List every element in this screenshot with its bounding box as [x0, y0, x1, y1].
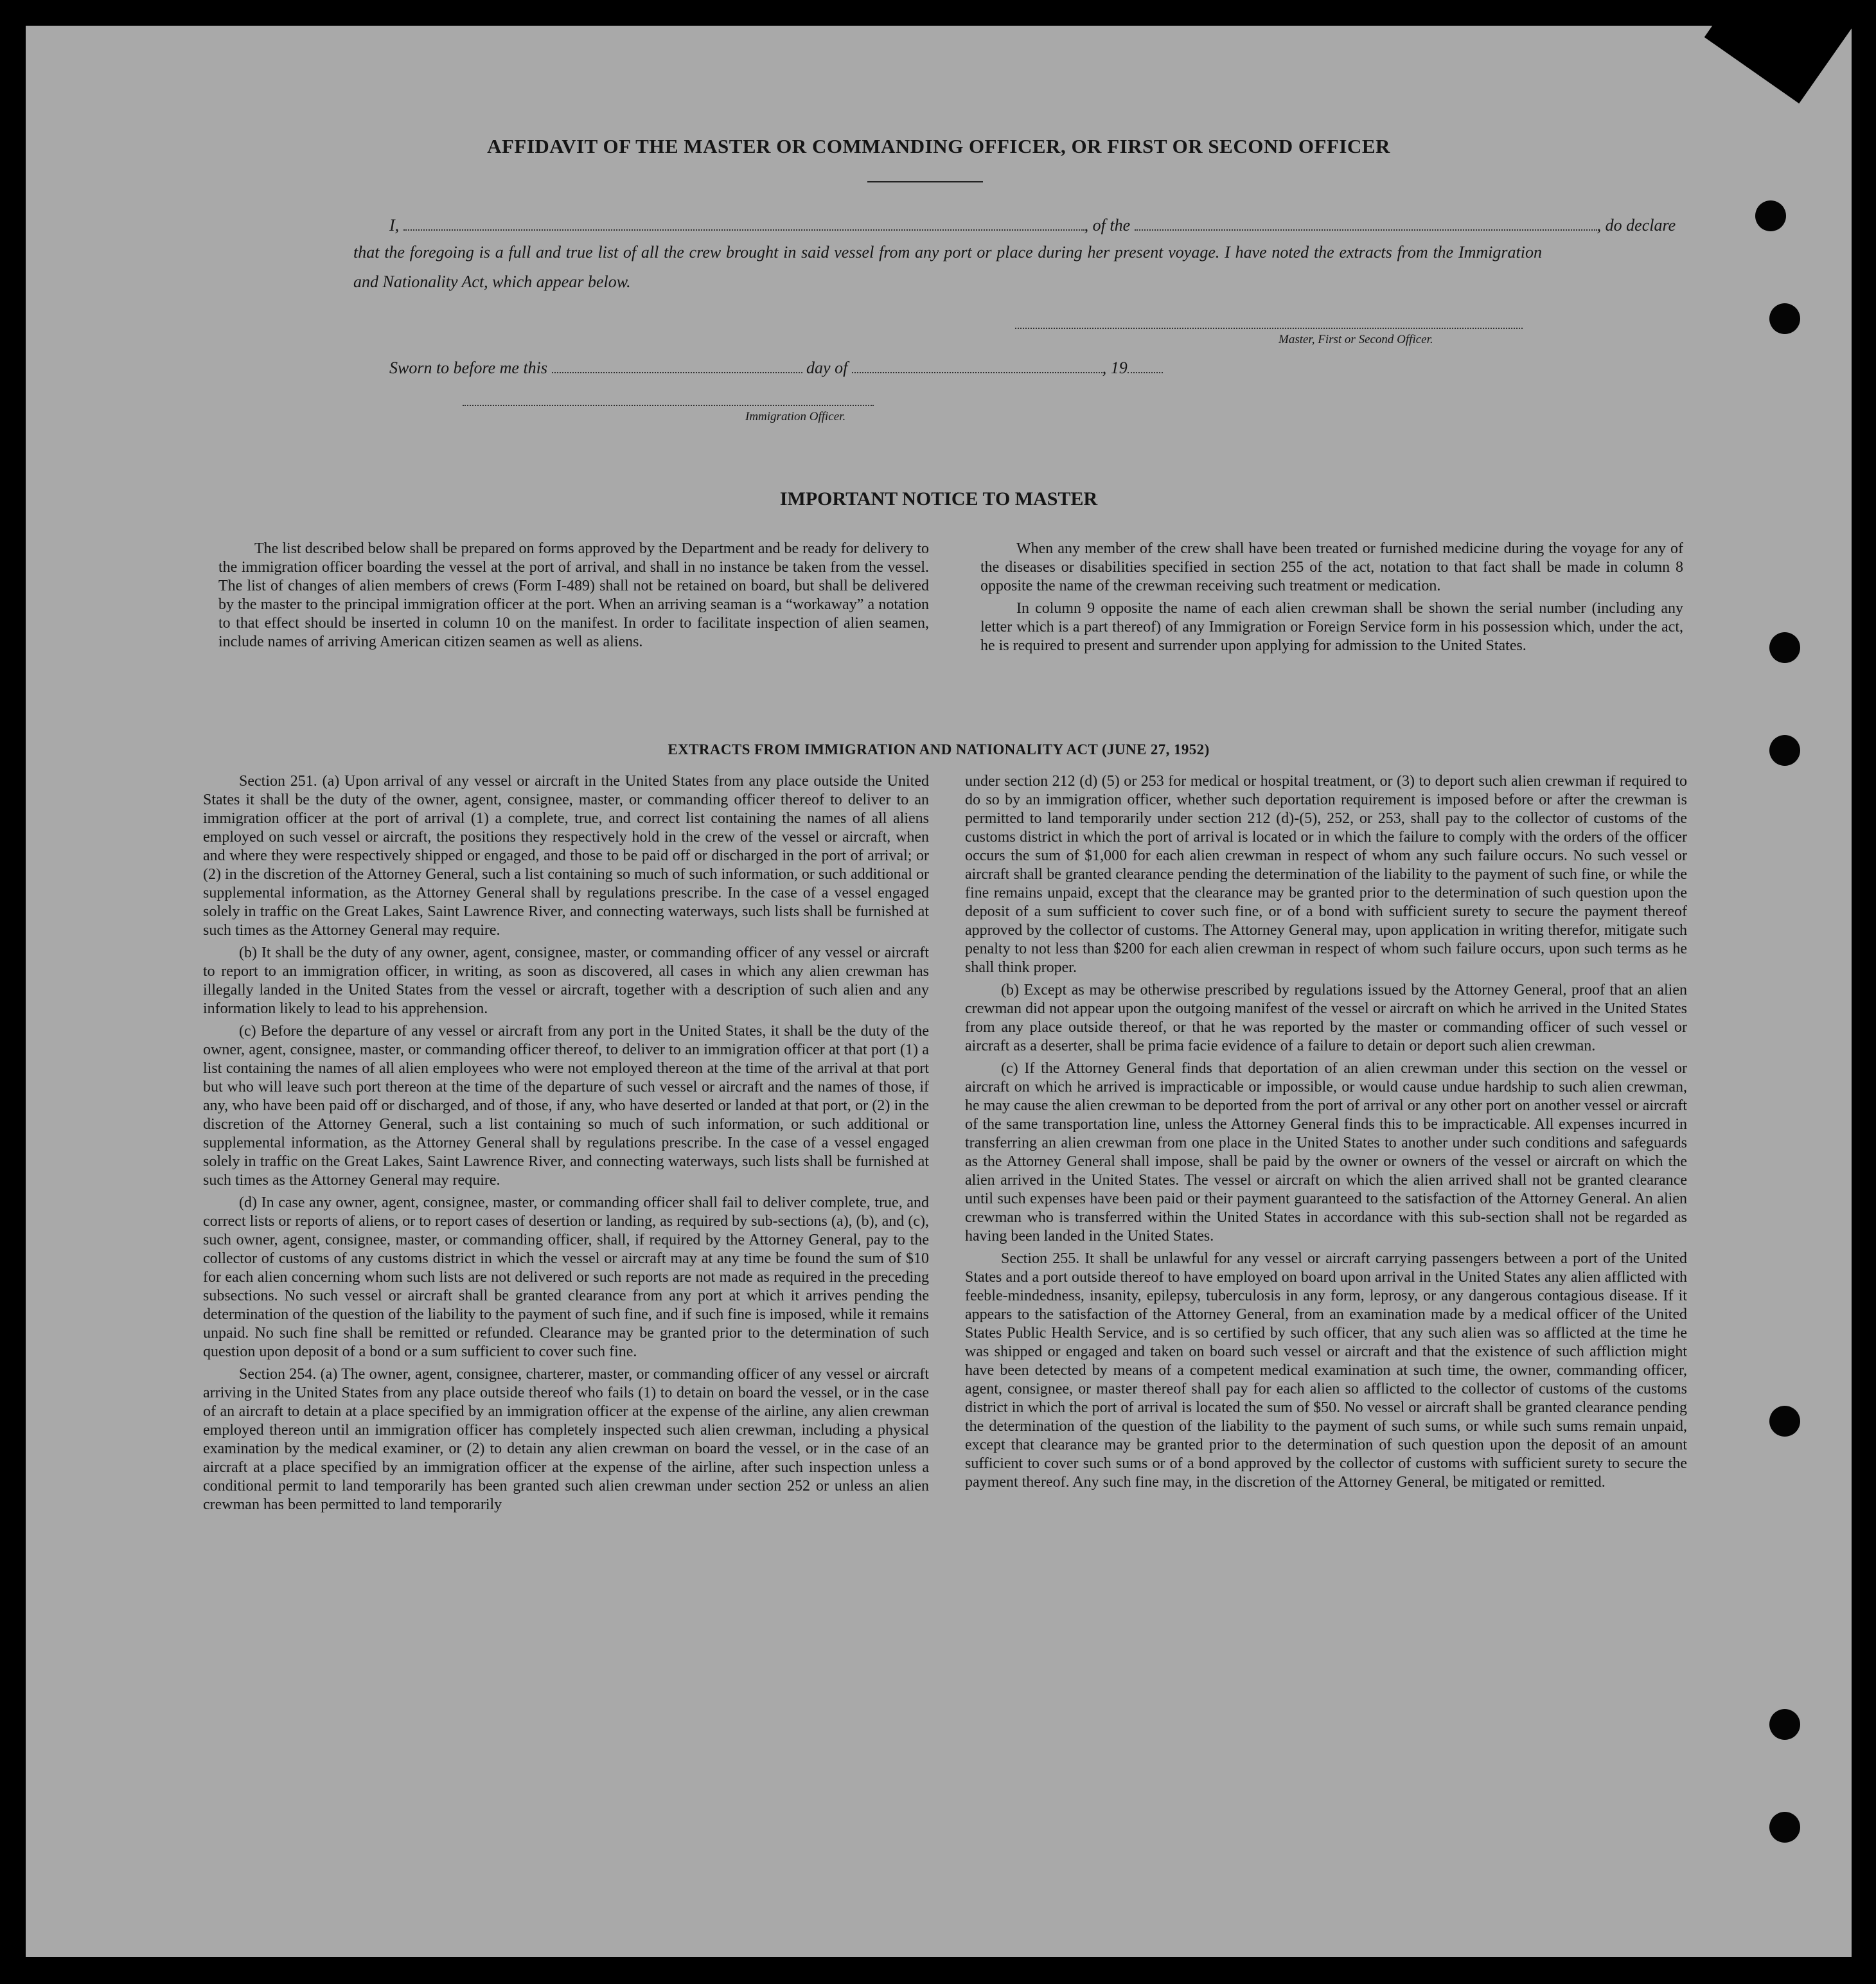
- master-signature-line: [1015, 328, 1523, 329]
- affidavit-title: AFFIDAVIT OF THE MASTER OR COMMANDING OFFICER, OR FIRST OR SECOND OFFICER: [487, 135, 1390, 157]
- notice-title: IMPORTANT NOTICE TO MASTER: [779, 488, 1098, 509]
- act-section: (b) It shall be the duty of any owner, agent, consignee, master, or commanding officer of any vessel or aircraft to report to an immigration officer, in writing, as soon as discovered, all cases in which any alien crewman has illegally landed in the United States from the vessel or aircraft, together with a description of such alien and any information likely to lead to his apprehension.: [203, 944, 929, 1017]
- notice-paragraph: The list described below shall be prepared on forms approved by the Department and be ready for delivery to the immigration officer boarding the vessel at the port of arrival, and shall in no instance be taken from the vessel. The list of changes of alien members of crews (Form I-489) shall not be retained on board, but shall be delivered by the master to the principal immigration officer at the port. When an arriving seaman is a “workaway” a notation to that effect should be inserted in column 10 on the manifest. In order to facilitate inspection of alien seamen, include names of arriving American citizen seamen as well as aliens.: [218, 540, 929, 650]
- binder-hole: [1769, 1709, 1800, 1740]
- binder-hole: [1755, 200, 1786, 231]
- notice-left-column: [218, 540, 929, 655]
- notice-paragraph: In column 9 opposite the name of each alien crewman shall be shown the serial number (including any letter which is a part thereof) of any Immigration or Foreign Service form in his possession which, under the act, he is required to present and surrender upon applying for admission to the United States.: [980, 600, 1683, 654]
- declaration-i: I,: [389, 216, 400, 235]
- extracts-left-column: [203, 772, 929, 1518]
- master-signature-label: Master, First or Second Officer.: [1279, 333, 1433, 346]
- notice-right-column: [980, 540, 1683, 659]
- act-section: Section 255. It shall be unlawful for any vessel or aircraft carrying passengers between a port of the United States and a port outside thereof to have employed on board upon arrival in the United States any alien afflicted with feeble-mindedness, insanity, epilepsy, tuberculosis in any form, leprosy, or any dangerous contagious disease. If it appears to the satisfaction of the Attorney General, from an examination made by a medical officer of the United States Public Health Service, and is so certified by such officer, that any such alien was so afflicted at the time he was shipped or engaged and taken on board such vessel or aircraft and that the existence of such affliction might have been detected by means of a competent medical examination at such time, the owner, commanding officer, agent, consignee, or master thereof shall pay for each alien so afflicted to the collector of customs of the customs district in which the port of arrival is located the sum of $50. No vessel or aircraft shall be granted clearance pending the determination of the question of the liability to the payment of such sums, or while such sums remain unpaid, except that clearance may be granted prior to the determination of such question upon the deposit of an amount sufficient to cover such sums or of a bond approved by the collector of customs with sufficient surety to secure the payment thereof. Any such fine may, in the discretion of the Attorney General, be mitigated or remitted.: [965, 1250, 1687, 1491]
- day-of-label: day of: [806, 359, 848, 377]
- year-label: , 19: [1102, 359, 1128, 377]
- act-section: Section 254. (a) The owner, agent, consignee, charterer, master, or commanding officer of any vessel or aircraft arriving in the United States from any place outside thereof who fails (1) to detain on board the vessel, or in the case of an aircraft to detain at a place specified by an immigration officer at the expense of the airline, any alien crewman employed thereon until an immigration officer has completely inspected such alien crewman, including a physical examination by the medical examiner, or (2) to detain any alien crewman on board the vessel, or in the case of an aircraft at a place specified by an immigration officer at the expense of the airline, after such inspection unless a conditional permit to land temporarily has been granted such alien crewman under section 252 or unless an alien crewman has been permitted to land temporarily: [203, 1366, 929, 1513]
- officer-signature-line: [463, 405, 874, 406]
- act-section: (b) Except as may be otherwise prescribed by regulations issued by the Attorney General, proof that an alien crewman did not appear upon the outgoing manifest of the vessel or aircraft on which he arrived in the United States from any place outside thereof, or that he was reported by the master or commanding officer of such vessel or aircraft as a deserter, shall be prima facie evidence of a failure to detain or deport such alien crewman.: [965, 982, 1687, 1054]
- binder-hole: [1769, 632, 1800, 663]
- sworn-label: Sworn to before me this: [389, 359, 548, 377]
- act-section: Section 251. (a) Upon arrival of any vessel or aircraft in the United States from any place outside the United States it shall be the duty of the owner, agent, consignee, master, or commanding officer thereof to deliver to an immigration officer at the port of arrival (1) a complete, true, and correct list containing the names of all aliens employed on such vessel or aircraft, the positions they respectively hold in the crew of the vessel or aircraft, when and where they were respectively shipped or engaged, and those to be paid off or discharged in the port of arrival; or (2) in the discretion of the Attorney General, such a list containing so much of such information, or such additional or supplemental information, as the Attorney General shall by regulations prescribe. In the case of a vessel engaged solely in traffic on the Great Lakes, Saint Lawrence River, and connecting waterways, such lists shall be furnished at such times as the Attorney General may require.: [203, 773, 929, 939]
- declaration-line: [389, 216, 1676, 235]
- act-section: under section 212 (d) (5) or 253 for medical or hospital treatment, or (3) to deport such alien crewman if required to do so by an immigration officer, whether such deportation requirement is imposed before or after the crewman is permitted to land temporarily under section 212 (d)-(5), 252, or 253, shall pay to the collector of customs of the customs district in which the port of arrival is located or in which the failure to comply with the orders of the officer occurs the sum of $1,000 for each alien crewman in respect of whom any such failure occurs. No such vessel or aircraft shall be granted clearance pending the determination of the liability to the payment of such fine, or while the fine remains unpaid, except that the clearance may be granted prior to the determination of such question upon the deposit of a sum sufficient to cover such fine, or of a bond with sufficient surety to secure the payment thereof approved by the collector of customs. The Attorney General may, upon application in writing therefor, mitigate such penalty to not less than $200 for each alien crewman in respect of whom such failure occurs, upon such terms as he shall think proper.: [965, 773, 1687, 976]
- sworn-month-blank: [852, 372, 1102, 373]
- vessel-blank: [1135, 229, 1597, 231]
- title-rule: [867, 181, 983, 182]
- declaration-of-the: , of the: [1084, 216, 1131, 235]
- act-section: (c) If the Attorney General finds that deportation of an alien crewman under this section on the vessel or aircraft on which he arrived is impracticable or impossible, or would cause undue hardship to such alien crewman, he may cause the alien crewman to be deported from the port of arrival or any other port on another vessel or aircraft of the same transportation line, unless the Attorney General finds this to be impracticable. All expenses incurred in transferring an alien crewman from one place in the United States to another under such conditions and safeguards as the Attorney General shall impose, shall be paid by the owner or owners of the vessel or aircraft on which the alien arrived in the United States. The vessel or aircraft on which the alien arrived shall not be granted clearance until such expenses have been paid or their payment guaranteed to the satisfaction of the Attorney General. An alien crewman who is transferred within the United States in accordance with this sub-section shall not be regarded as having been landed in the United States.: [965, 1060, 1687, 1244]
- binder-hole: [1769, 1406, 1800, 1437]
- declaration-declare: , do declare: [1597, 216, 1676, 235]
- year-blank: [1128, 372, 1163, 373]
- extracts-title: EXTRACTS FROM IMMIGRATION AND NATIONALITY ACT (JUNE 27, 1952): [668, 741, 1210, 757]
- act-section: (c) Before the departure of any vessel or aircraft from any port in the United States, it shall be the duty of the owner, agent, consignee, master, or commanding officer thereof, to deliver to an immigration officer at that port (1) a list containing the names of all alien employees who were not employed thereon at the time of the arrival at that port but who will leave such port thereon at the time of the departure of such vessel or aircraft and the names of those, if any, who have been paid off or discharged, and of those, if any, who have deserted or landed at that port, or (2) in the discretion of the Attorney General, such a list containing so much of such information, or such additional or supplemental information, as the Attorney General shall by regulations prescribe. In the case of a vessel engaged solely in traffic on the Great Lakes, Saint Lawrence River, and connecting waterways, such lists shall be furnished at such times as the Attorney General may require.: [203, 1023, 929, 1189]
- binder-hole: [1769, 1812, 1800, 1843]
- torn-corner: [1704, 26, 1852, 103]
- name-blank: [403, 229, 1084, 231]
- notice-paragraph: When any member of the crew shall have been treated or furnished medicine during the voyage for any of the diseases or disabilities specified in section 255 of the act, notation to that fact shall be made in column 8 opposite the name of the crewman receiving such treatment or medication.: [980, 540, 1683, 594]
- sworn-line: [389, 359, 1163, 378]
- extracts-right-column: [965, 772, 1687, 1496]
- document-page: [26, 26, 1852, 1957]
- act-section: (d) In case any owner, agent, consignee, master, or commanding officer shall fail to deliver complete, true, and correct lists or reports of aliens, or to report cases of desertion or landing, as required by sub-sections (a), (b), and (c), such owner, agent, consignee, master, or commanding officer, shall, if required by the Attorney General, pay to the collector of customs of any customs district in which the vessel or aircraft may at any time be found the sum of $10 for each alien concerning whom such lists are not delivered or such reports are not made as required in the preceding subsections. No such vessel or aircraft shall be granted clearance from any port at which it arrives pending the determination of the question of the liability to the payment of such fine, and if such fine is imposed, while it remains unpaid. No such fine shall be remitted or refunded. Clearance may be granted prior to the determination of such question upon deposit of a bond or a sum sufficient to cover such fine.: [203, 1194, 929, 1360]
- affidavit-statement: that the foregoing is a full and true list of all the crew brought in said vessel from any port or place during her present voyage. I have noted the extracts from the Immigration and Nationality Act, which appear below.: [353, 243, 1542, 291]
- sworn-day-blank: [552, 372, 802, 373]
- binder-hole: [1769, 303, 1800, 334]
- officer-signature-label: Immigration Officer.: [745, 410, 846, 423]
